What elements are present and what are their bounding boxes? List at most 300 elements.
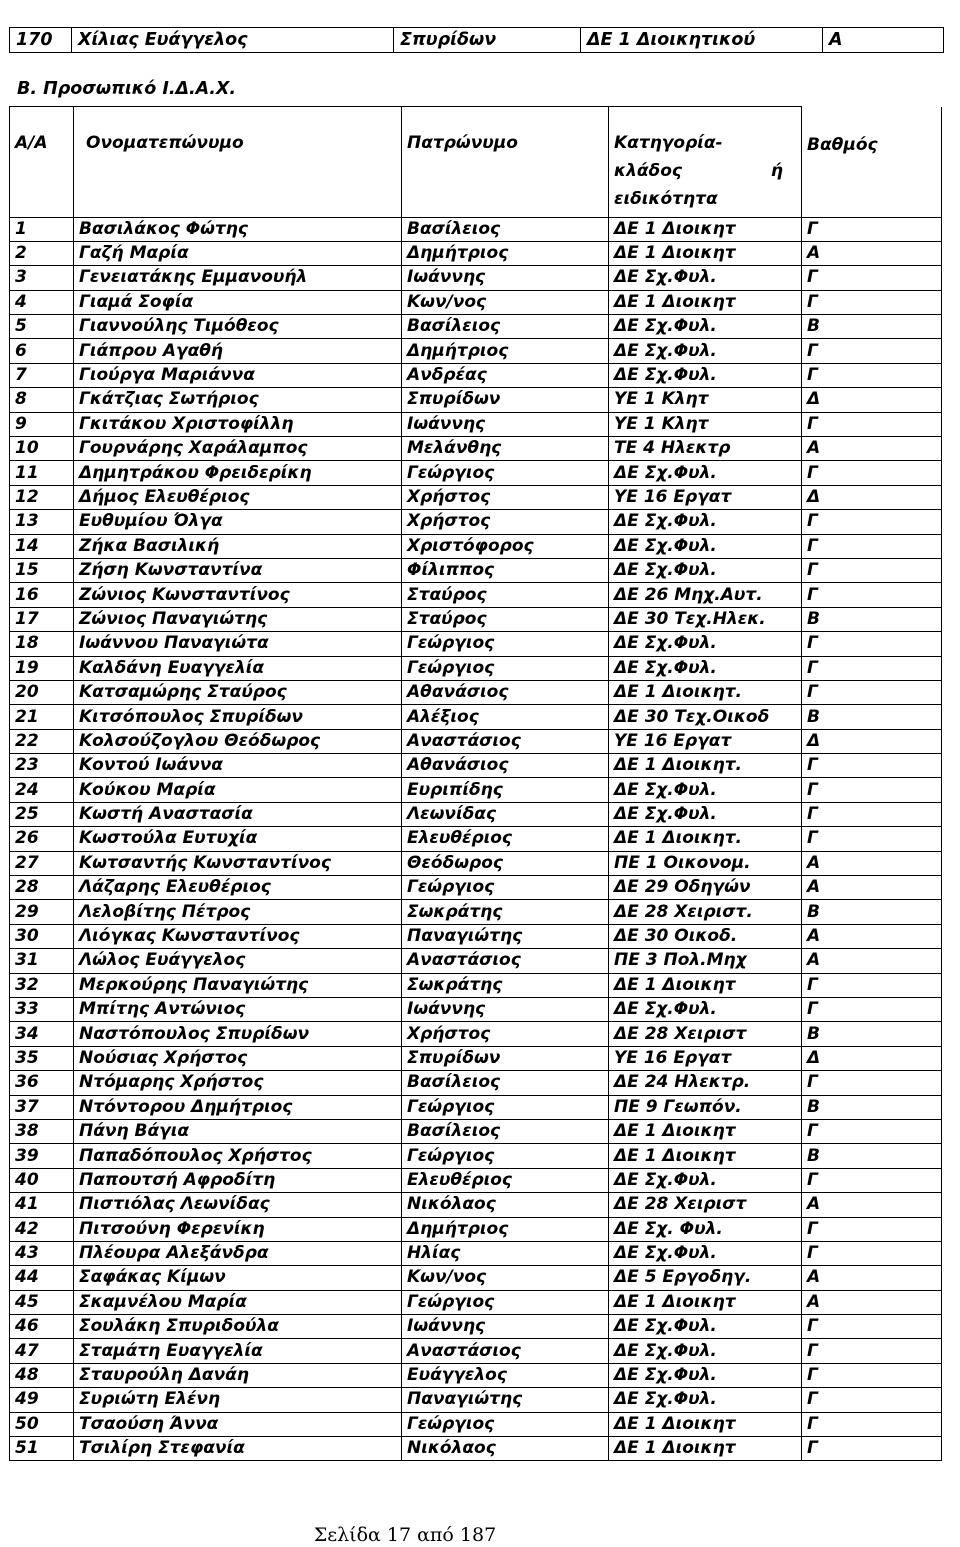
- row-number: 2: [10, 241, 74, 265]
- row-number: 41: [10, 1193, 74, 1217]
- row-number: 21: [10, 705, 74, 729]
- row-father: Γεώργιος: [402, 1290, 609, 1314]
- row-category: ΔΕ Σχ.Φυλ.: [609, 1388, 802, 1412]
- row-father: Αλέξιος: [402, 705, 609, 729]
- row-number: 51: [10, 1437, 74, 1461]
- table-row: [10, 680, 942, 704]
- row-number: 15: [10, 558, 74, 582]
- row-father: Ιωάννης: [402, 998, 609, 1022]
- table-row: [10, 1388, 942, 1412]
- row-grade: Γ: [802, 680, 942, 704]
- table-row: [10, 802, 942, 826]
- row-grade: Β: [802, 1022, 942, 1046]
- row-category: ΥΕ 1 Κλητ: [609, 388, 802, 412]
- row-category: ΔΕ Σχ.Φυλ.: [609, 656, 802, 680]
- row-grade: Β: [802, 1144, 942, 1168]
- row-grade: Δ: [802, 388, 942, 412]
- table-row: [10, 510, 942, 534]
- row-father: Δημήτριος: [402, 241, 609, 265]
- table-row: [10, 412, 942, 436]
- row-father: Ιωάννης: [402, 412, 609, 436]
- header-father: Πατρώνυμο: [402, 107, 609, 218]
- row-number: 28: [10, 876, 74, 900]
- row-number: 35: [10, 1046, 74, 1070]
- row-category: ΔΕ Σχ.Φυλ.: [609, 1339, 802, 1363]
- row-father: Σταύρος: [402, 583, 609, 607]
- row-father: Βασίλειος: [402, 315, 609, 339]
- row-grade: Δ: [802, 485, 942, 509]
- row-father: Παναγιώτης: [402, 924, 609, 948]
- table-row: [10, 998, 942, 1022]
- row-number: 40: [10, 1168, 74, 1192]
- row-name: Ζήση Κωνσταντίνα: [74, 558, 402, 582]
- row-category: ΔΕ Σχ.Φυλ.: [609, 339, 802, 363]
- row-grade: Γ: [802, 558, 942, 582]
- row-category: ΥΕ 16 Εργατ: [609, 1046, 802, 1070]
- row-father: Γεώργιος: [402, 1412, 609, 1436]
- row-father: Γεώργιος: [402, 1144, 609, 1168]
- row-number: 10: [10, 437, 74, 461]
- row-category: ΥΕ 1 Κλητ: [609, 412, 802, 436]
- row-number: 47: [10, 1339, 74, 1363]
- row-category: ΔΕ Σχ.Φυλ.: [609, 998, 802, 1022]
- page-footer: Σελίδα 17 από 187: [313, 1524, 497, 1546]
- row-number: 17: [10, 607, 74, 631]
- row-category: ΔΕ Σχ.Φυλ.: [609, 1363, 802, 1387]
- row-number: 24: [10, 778, 74, 802]
- row-grade: Α: [802, 949, 942, 973]
- table-row: [10, 388, 942, 412]
- row-father: Βασίλειος: [402, 217, 609, 241]
- entry-grade: Α: [823, 28, 944, 53]
- row-father: Σπυρίδων: [402, 388, 609, 412]
- table-row: [10, 1437, 942, 1461]
- row-grade: Γ: [802, 510, 942, 534]
- row-category: ΔΕ 1 Διοικητ: [609, 973, 802, 997]
- row-name: Κοντού Ιωάννα: [74, 754, 402, 778]
- row-name: Παπουτσή Αφροδίτη: [74, 1168, 402, 1192]
- row-number: 9: [10, 412, 74, 436]
- table-row: [10, 1046, 942, 1070]
- row-grade: Γ: [802, 1437, 942, 1461]
- row-father: Αναστάσιος: [402, 729, 609, 753]
- header-aa: Α/Α: [10, 107, 74, 218]
- row-number: 43: [10, 1241, 74, 1265]
- row-name: Ευθυμίου Όλγα: [74, 510, 402, 534]
- row-father: Γεώργιος: [402, 632, 609, 656]
- table-row: [10, 1241, 942, 1265]
- row-category: ΔΕ 28 Χειριστ: [609, 1022, 802, 1046]
- personnel-table: [9, 106, 942, 1461]
- row-grade: Α: [802, 1290, 942, 1314]
- row-category: ΔΕ 1 Διοικητ: [609, 217, 802, 241]
- row-grade: Β: [802, 900, 942, 924]
- row-father: Σπυρίδων: [402, 1046, 609, 1070]
- row-father: Ευριπίδης: [402, 778, 609, 802]
- row-category: ΔΕ Σχ.Φυλ.: [609, 558, 802, 582]
- table-row: [10, 1266, 942, 1290]
- row-name: Σταυρούλη Δανάη: [74, 1363, 402, 1387]
- row-category: ΠΕ 1 Οικονομ.: [609, 851, 802, 875]
- table-row: [10, 851, 942, 875]
- row-name: Πλέουρα Αλεξάνδρα: [74, 1241, 402, 1265]
- row-father: Ιωάννης: [402, 266, 609, 290]
- row-category: ΔΕ 1 Διοικητ: [609, 1290, 802, 1314]
- row-name: Ντόντορου Δημήτριος: [74, 1095, 402, 1119]
- row-name: Λάζαρης Ελευθέριος: [74, 876, 402, 900]
- row-number: 26: [10, 827, 74, 851]
- row-number: 5: [10, 315, 74, 339]
- row-name: Πάνη Βάγια: [74, 1119, 402, 1143]
- header-category-line2a: κλάδος: [614, 161, 682, 181]
- row-grade: Γ: [802, 583, 942, 607]
- row-father: Σταύρος: [402, 607, 609, 631]
- row-grade: Α: [802, 924, 942, 948]
- row-father: Λεωνίδας: [402, 802, 609, 826]
- row-father: Σωκράτης: [402, 973, 609, 997]
- row-name: Κωστούλα Ευτυχία: [74, 827, 402, 851]
- table-row: [10, 339, 942, 363]
- row-name: Ναστόπουλος Σπυρίδων: [74, 1022, 402, 1046]
- row-grade: Γ: [802, 827, 942, 851]
- table-row: [10, 1363, 942, 1387]
- row-grade: Γ: [802, 266, 942, 290]
- row-category: ΔΕ Σχ.Φυλ.: [609, 1168, 802, 1192]
- row-grade: Β: [802, 705, 942, 729]
- row-grade: Γ: [802, 1168, 942, 1192]
- row-name: Κολσούζογλου Θεόδωρος: [74, 729, 402, 753]
- row-name: Ζήκα Βασιλική: [74, 534, 402, 558]
- row-grade: Γ: [802, 632, 942, 656]
- table-row: [10, 1315, 942, 1339]
- row-grade: Γ: [802, 656, 942, 680]
- row-grade: Γ: [802, 998, 942, 1022]
- row-name: Κιτσόπουλος Σπυρίδων: [74, 705, 402, 729]
- row-name: Βασιλάκος Φώτης: [74, 217, 402, 241]
- row-grade: Γ: [802, 973, 942, 997]
- row-father: Νικόλαος: [402, 1193, 609, 1217]
- row-grade: Γ: [802, 217, 942, 241]
- table-row: [10, 241, 942, 265]
- row-father: Ελευθέριος: [402, 1168, 609, 1192]
- row-grade: Γ: [802, 1217, 942, 1241]
- row-number: 46: [10, 1315, 74, 1339]
- table-row: [10, 1071, 942, 1095]
- row-father: Ιωάννης: [402, 1315, 609, 1339]
- row-grade: Α: [802, 1193, 942, 1217]
- table-row: [10, 461, 942, 485]
- row-grade: Α: [802, 876, 942, 900]
- table-row: [10, 266, 942, 290]
- row-name: Γιαννούλης Τιμόθεος: [74, 315, 402, 339]
- row-name: Γενειατάκης Εμμανουήλ: [74, 266, 402, 290]
- row-number: 7: [10, 363, 74, 387]
- row-number: 30: [10, 924, 74, 948]
- table-row: [10, 290, 942, 314]
- row-name: Σταμάτη Ευαγγελία: [74, 1339, 402, 1363]
- row-father: Ανδρέας: [402, 363, 609, 387]
- table-row: [10, 656, 942, 680]
- row-name: Κατσαμώρης Σταύρος: [74, 680, 402, 704]
- row-father: Κων/νος: [402, 1266, 609, 1290]
- row-grade: Γ: [802, 754, 942, 778]
- row-father: Κων/νος: [402, 290, 609, 314]
- row-category: ΔΕ Σχ.Φυλ.: [609, 461, 802, 485]
- row-name: Γουρνάρης Χαράλαμπος: [74, 437, 402, 461]
- row-father: Γεώργιος: [402, 656, 609, 680]
- row-name: Ζώνιος Κωνσταντίνος: [74, 583, 402, 607]
- row-number: 6: [10, 339, 74, 363]
- row-father: Γεώργιος: [402, 1095, 609, 1119]
- row-number: 14: [10, 534, 74, 558]
- row-number: 44: [10, 1266, 74, 1290]
- row-number: 50: [10, 1412, 74, 1436]
- row-name: Κούκου Μαρία: [74, 778, 402, 802]
- row-number: 29: [10, 900, 74, 924]
- row-name: Λώλος Ευάγγελος: [74, 949, 402, 973]
- row-father: Γεώργιος: [402, 876, 609, 900]
- row-grade: Δ: [802, 1046, 942, 1070]
- row-category: ΔΕ 30 Τεχ.Ηλεκ.: [609, 607, 802, 631]
- row-father: Αθανάσιος: [402, 754, 609, 778]
- row-number: 38: [10, 1119, 74, 1143]
- row-number: 4: [10, 290, 74, 314]
- table-row: [10, 1168, 942, 1192]
- row-name: Ντόμαρης Χρήστος: [74, 1071, 402, 1095]
- row-category: ΔΕ 29 Οδηγών: [609, 876, 802, 900]
- row-category: ΔΕ Σχ. Φυλ.: [609, 1217, 802, 1241]
- row-category: ΔΕ Σχ.Φυλ.: [609, 778, 802, 802]
- row-father: Αναστάσιος: [402, 1339, 609, 1363]
- row-name: Τσαούση Άννα: [74, 1412, 402, 1436]
- row-name: Μερκούρης Παναγιώτης: [74, 973, 402, 997]
- row-grade: Γ: [802, 1388, 942, 1412]
- row-category: ΔΕ 1 Διοικητ: [609, 1437, 802, 1461]
- row-name: Γιούργα Μαριάννα: [74, 363, 402, 387]
- row-name: Γαζή Μαρία: [74, 241, 402, 265]
- row-number: 8: [10, 388, 74, 412]
- row-category: ΔΕ 1 Διοικητ: [609, 290, 802, 314]
- row-father: Ευάγγελος: [402, 1363, 609, 1387]
- table-row: [10, 437, 942, 461]
- row-category: ΔΕ 28 Χειριστ.: [609, 900, 802, 924]
- row-father: Χρήστος: [402, 1022, 609, 1046]
- row-name: Νούσιας Χρήστος: [74, 1046, 402, 1070]
- table-row: [10, 1095, 942, 1119]
- row-category: ΔΕ 28 Χειριστ: [609, 1193, 802, 1217]
- row-number: 3: [10, 266, 74, 290]
- header-category-line3: ειδικότητα: [614, 189, 718, 209]
- row-father: Δημήτριος: [402, 1217, 609, 1241]
- row-father: Φίλιππος: [402, 558, 609, 582]
- row-grade: Γ: [802, 1241, 942, 1265]
- row-category: ΔΕ 5 Εργοδηγ.: [609, 1266, 802, 1290]
- table-row: [10, 729, 942, 753]
- table-row: [10, 315, 942, 339]
- row-number: 34: [10, 1022, 74, 1046]
- row-father: Θεόδωρος: [402, 851, 609, 875]
- row-number: 32: [10, 973, 74, 997]
- row-category: ΔΕ Σχ.Φυλ.: [609, 363, 802, 387]
- row-name: Κωτσαντής Κωνσταντίνος: [74, 851, 402, 875]
- row-category: ΔΕ 30 Οικοδ.: [609, 924, 802, 948]
- row-name: Πιστιόλας Λεωνίδας: [74, 1193, 402, 1217]
- table-row: [10, 583, 942, 607]
- row-grade: Β: [802, 1095, 942, 1119]
- row-grade: Α: [802, 1266, 942, 1290]
- row-number: 36: [10, 1071, 74, 1095]
- table-row: [10, 558, 942, 582]
- row-name: Παπαδόπουλος Χρήστος: [74, 1144, 402, 1168]
- row-grade: Γ: [802, 1119, 942, 1143]
- row-grade: Γ: [802, 802, 942, 826]
- header-category-line2b: ή: [770, 161, 783, 181]
- row-name: Ζώνιος Παναγιώτης: [74, 607, 402, 631]
- entry-father: Σπυρίδων: [394, 28, 581, 53]
- table-header-row: [10, 107, 942, 218]
- row-number: 1: [10, 217, 74, 241]
- row-grade: Γ: [802, 534, 942, 558]
- row-number: 20: [10, 680, 74, 704]
- table-row: [10, 1217, 942, 1241]
- row-category: ΔΕ 1 Διοικητ.: [609, 754, 802, 778]
- table-row: [10, 363, 942, 387]
- row-number: 18: [10, 632, 74, 656]
- row-father: Δημήτριος: [402, 339, 609, 363]
- row-name: Πιτσούνη Φερενίκη: [74, 1217, 402, 1241]
- row-number: 11: [10, 461, 74, 485]
- table-row: [10, 924, 942, 948]
- row-category: ΔΕ Σχ.Φυλ.: [609, 534, 802, 558]
- row-category: ΠΕ 9 Γεωπόν.: [609, 1095, 802, 1119]
- row-name: Σαφάκας Κίμων: [74, 1266, 402, 1290]
- row-name: Ιωάννου Παναγιώτα: [74, 632, 402, 656]
- table-row: [10, 705, 942, 729]
- row-number: 42: [10, 1217, 74, 1241]
- table-row: [10, 827, 942, 851]
- row-category: ΥΕ 16 Εργατ: [609, 729, 802, 753]
- row-number: 22: [10, 729, 74, 753]
- row-father: Χριστόφορος: [402, 534, 609, 558]
- row-grade: Γ: [802, 1363, 942, 1387]
- row-category: ΔΕ 1 Διοικητ: [609, 241, 802, 265]
- row-name: Τσιλίρη Στεφανία: [74, 1437, 402, 1461]
- row-category: ΔΕ Σχ.Φυλ.: [609, 1241, 802, 1265]
- table-row: [10, 778, 942, 802]
- row-category: ΔΕ Σχ.Φυλ.: [609, 802, 802, 826]
- section-title: Β. Προσωπικό Ι.Δ.Α.Χ.: [17, 79, 237, 99]
- row-name: Λιόγκας Κωνσταντίνος: [74, 924, 402, 948]
- row-father: Βασίλειος: [402, 1119, 609, 1143]
- row-grade: Γ: [802, 778, 942, 802]
- row-category: ΔΕ 26 Μηχ.Αυτ.: [609, 583, 802, 607]
- table-row: [10, 1412, 942, 1436]
- row-name: Σουλάκη Σπυριδούλα: [74, 1315, 402, 1339]
- table-row: [10, 876, 942, 900]
- row-number: 13: [10, 510, 74, 534]
- row-father: Χρήστος: [402, 485, 609, 509]
- row-grade: Α: [802, 437, 942, 461]
- table-row: [10, 754, 942, 778]
- row-grade: Α: [802, 851, 942, 875]
- row-category: ΥΕ 16 Εργατ: [609, 485, 802, 509]
- row-number: 37: [10, 1095, 74, 1119]
- table-row: [10, 973, 942, 997]
- table-row: [10, 1290, 942, 1314]
- table-row: [10, 1193, 942, 1217]
- row-name: Γκιτάκου Χριστοφίλλη: [74, 412, 402, 436]
- row-father: Γεώργιος: [402, 461, 609, 485]
- row-father: Αναστάσιος: [402, 949, 609, 973]
- row-father: Βασίλειος: [402, 1071, 609, 1095]
- row-category: ΔΕ 1 Διοικητ.: [609, 680, 802, 704]
- header-grade: Βαθμός: [802, 107, 942, 218]
- table-row: [10, 485, 942, 509]
- row-number: 31: [10, 949, 74, 973]
- row-name: Κωστή Αναστασία: [74, 802, 402, 826]
- row-grade: Γ: [802, 1071, 942, 1095]
- row-father: Ηλίας: [402, 1241, 609, 1265]
- header-category: [609, 107, 802, 218]
- row-grade: Α: [802, 241, 942, 265]
- row-number: 39: [10, 1144, 74, 1168]
- table-row: [10, 1339, 942, 1363]
- table-row: [10, 607, 942, 631]
- header-name: Ονοματεπώνυμο: [74, 107, 402, 218]
- row-number: 16: [10, 583, 74, 607]
- row-category: ΤΕ 4 Ηλεκτρ: [609, 437, 802, 461]
- row-name: Σκαμνέλου Μαρία: [74, 1290, 402, 1314]
- table-row: [10, 949, 942, 973]
- row-number: 19: [10, 656, 74, 680]
- table-row: [10, 900, 942, 924]
- row-name: Μπίτης Αντώνιος: [74, 998, 402, 1022]
- row-category: ΔΕ 1 Διοικητ: [609, 1119, 802, 1143]
- row-father: Ελευθέριος: [402, 827, 609, 851]
- row-father: Μελάνθης: [402, 437, 609, 461]
- row-number: 45: [10, 1290, 74, 1314]
- row-name: Γκάτζιας Σωτήριος: [74, 388, 402, 412]
- row-grade: Δ: [802, 729, 942, 753]
- row-father: Σωκράτης: [402, 900, 609, 924]
- row-father: Παναγιώτης: [402, 1388, 609, 1412]
- table-row: [10, 217, 942, 241]
- row-name: Γιάπρου Αγαθή: [74, 339, 402, 363]
- table-row: [10, 534, 942, 558]
- row-category: ΔΕ Σχ.Φυλ.: [609, 315, 802, 339]
- table-row: [10, 1119, 942, 1143]
- row-grade: Β: [802, 607, 942, 631]
- row-grade: Γ: [802, 290, 942, 314]
- row-grade: Γ: [802, 339, 942, 363]
- row-category: ΔΕ 1 Διοικητ.: [609, 827, 802, 851]
- row-category: ΔΕ Σχ.Φυλ.: [609, 632, 802, 656]
- row-father: Νικόλαος: [402, 1437, 609, 1461]
- table-row: [10, 1144, 942, 1168]
- row-number: 12: [10, 485, 74, 509]
- row-name: Λελοβίτης Πέτρος: [74, 900, 402, 924]
- row-number: 25: [10, 802, 74, 826]
- table-row: [10, 1022, 942, 1046]
- row-father: Αθανάσιος: [402, 680, 609, 704]
- row-grade: Γ: [802, 412, 942, 436]
- row-number: 48: [10, 1363, 74, 1387]
- row-number: 49: [10, 1388, 74, 1412]
- header-category-line1: Κατηγορία-: [614, 133, 723, 153]
- row-grade: Γ: [802, 461, 942, 485]
- row-category: ΔΕ Σχ.Φυλ.: [609, 266, 802, 290]
- table-body: [10, 217, 942, 1461]
